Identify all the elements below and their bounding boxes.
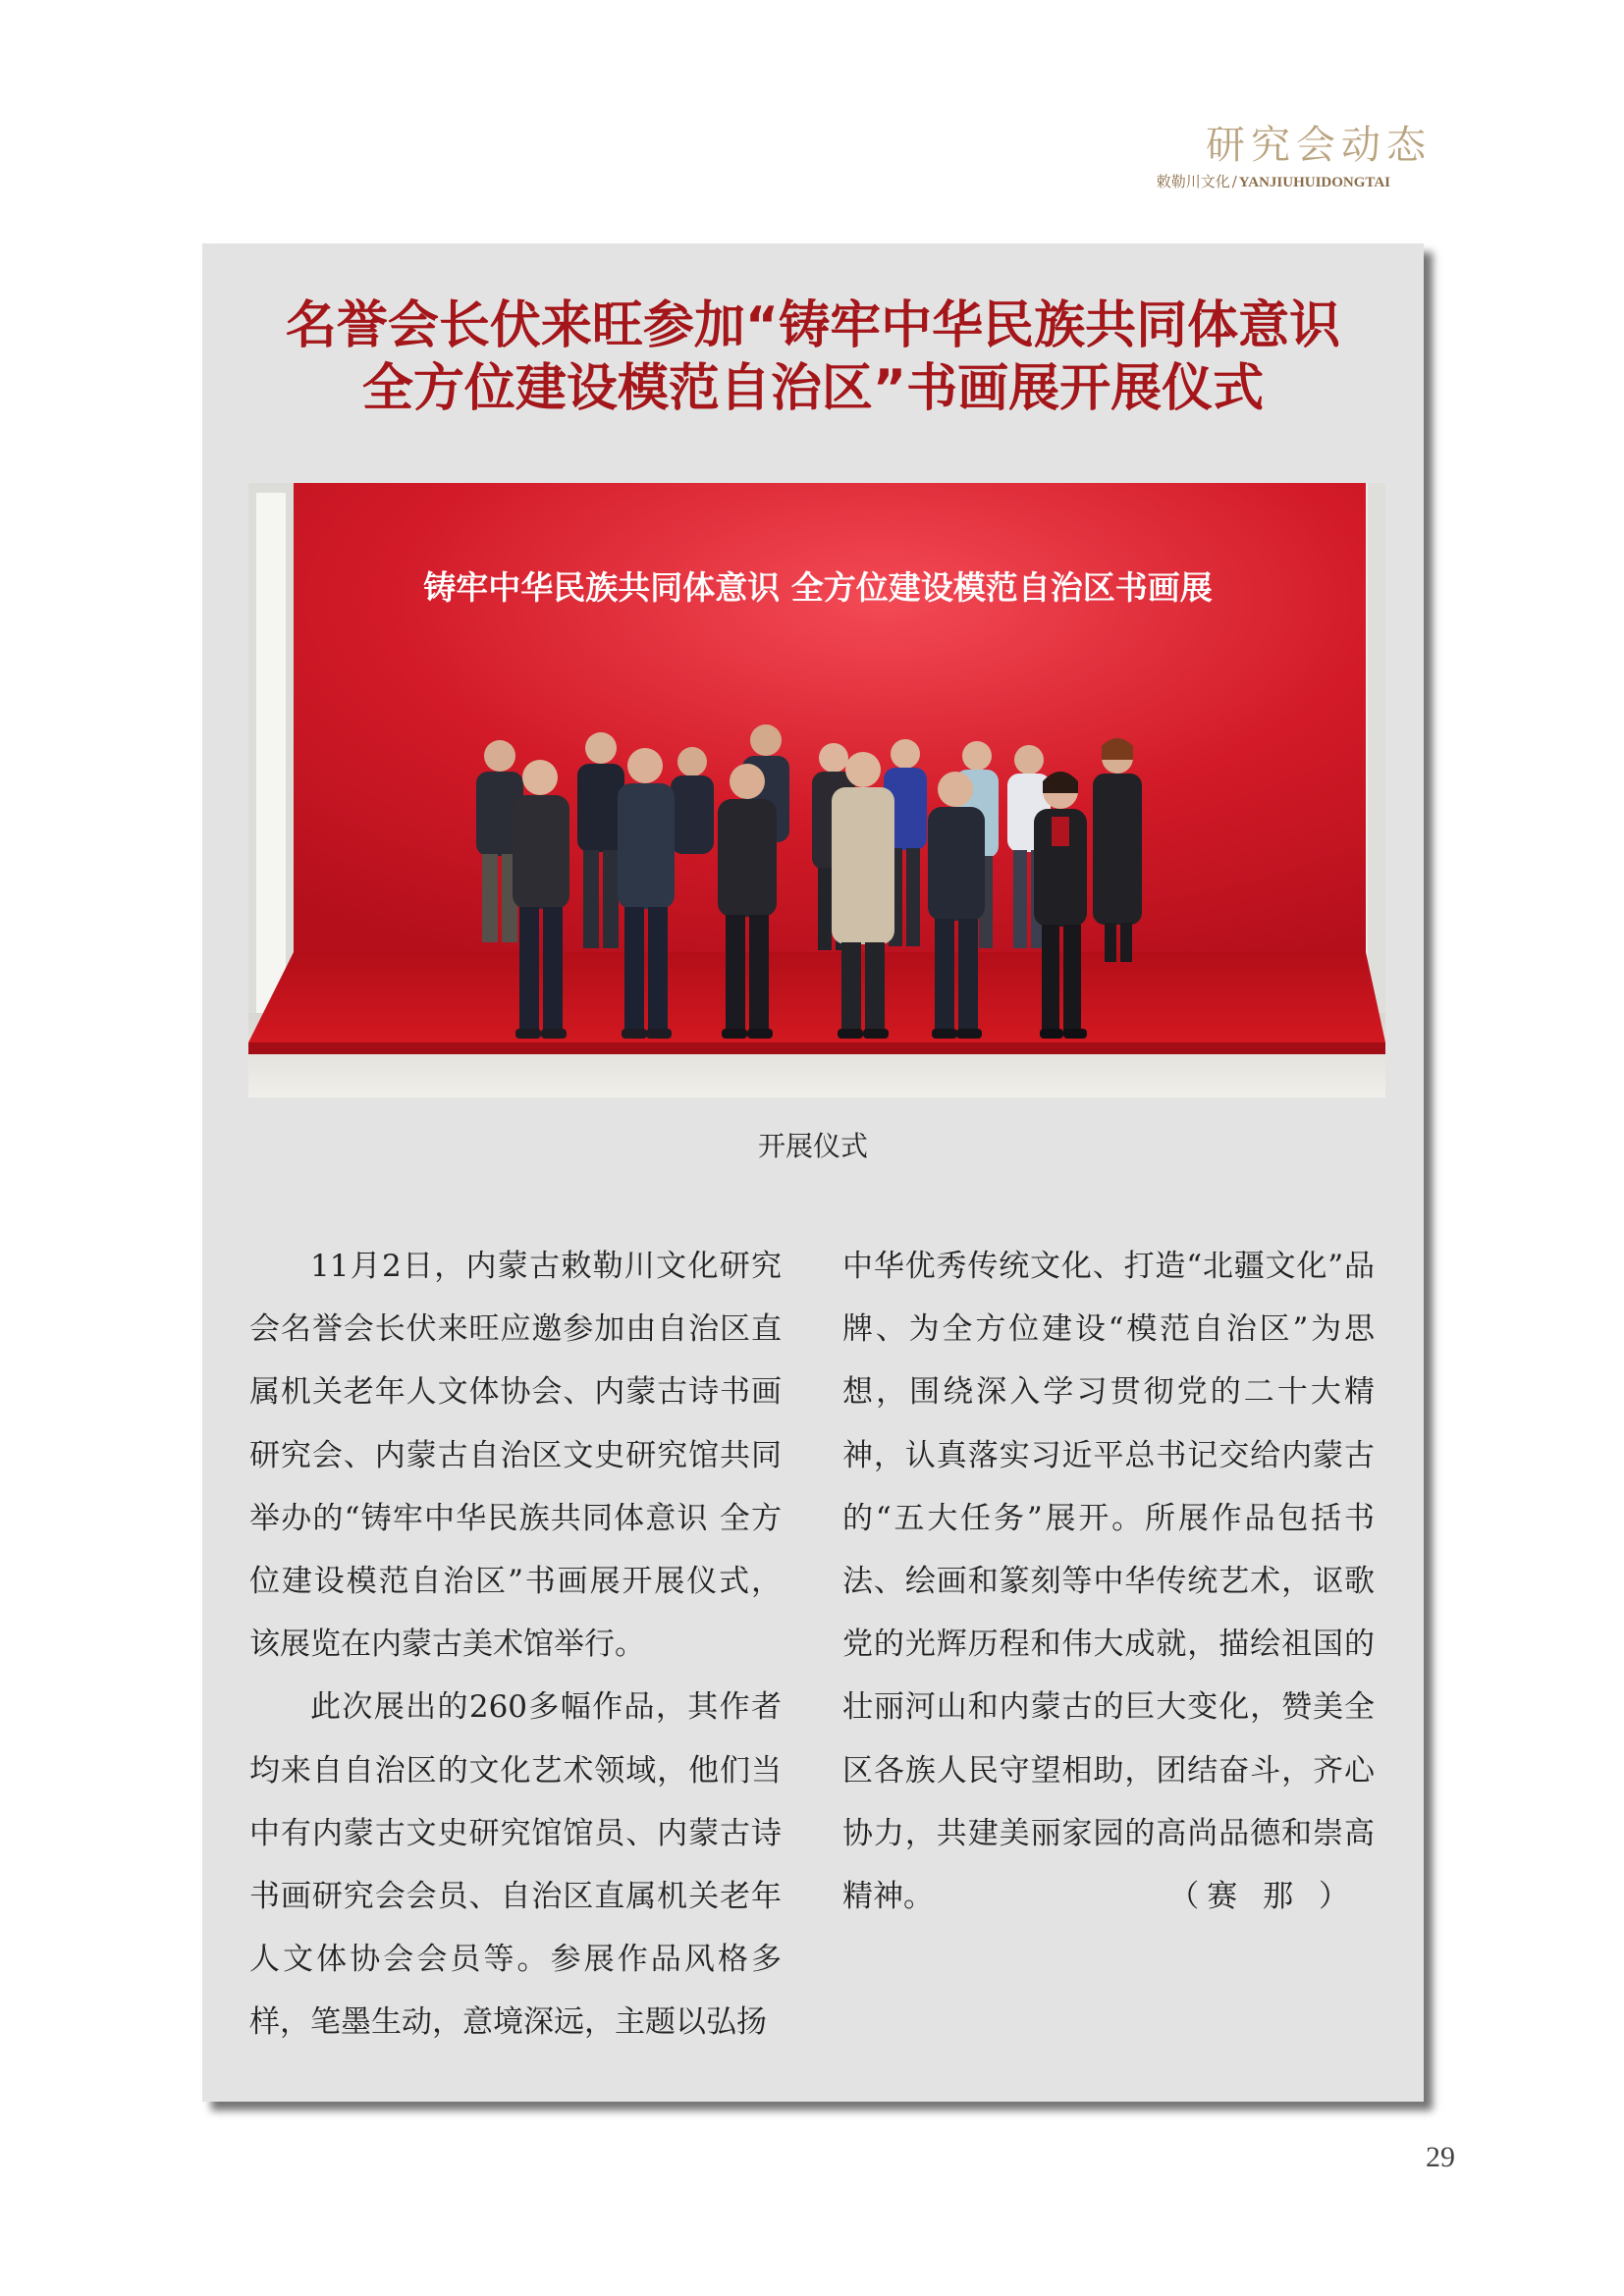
banner-slogan: 铸牢中华民族共同体意识 全方位建设模范自治区书画展 <box>423 568 1213 607</box>
article-paragraph-2: 此次展出的260多幅作品，其作者均来自自治区的文化艺术领域，他们当中有内蒙古文史研究馆馆员、内蒙古诗书画研究会会员、自治区直属机关老年人文体协会会员等。参展作品风格多样，笔墨生动，意境深远，主题以弘扬 <box>249 1689 782 2041</box>
event-photo <box>248 483 1385 1097</box>
article-panel <box>202 243 1424 2102</box>
article-column-right <box>842 1235 1375 1928</box>
article-title-line1: 名誉会长伏来旺参加“铸牢中华民族共同体意识 <box>285 296 1341 355</box>
article-column-left <box>249 1235 782 2055</box>
journal-name-cn: 敕勒川文化 <box>1156 173 1230 190</box>
journal-label <box>1157 171 1390 191</box>
header-slash: / <box>1231 173 1237 190</box>
page-number: 29 <box>1426 2141 1455 2173</box>
photo-caption: 开展仪式 <box>757 1130 868 1162</box>
journal-name-en: YANJIUHUIDONGTAI <box>1238 175 1390 190</box>
section-title: 研究会动态 <box>1206 123 1432 168</box>
article-paragraph-1: 11月2日，内蒙古敕勒川文化研究会名誉会长伏来旺应邀参加由自治区直属机关老年人文体协会、内蒙古诗书画研究会、内蒙古自治区文史研究馆共同举办的“铸牢中华民族共同体意识 全方位建设模范自治区”书画展开展仪式，该展览在内蒙古美术馆举行。 <box>249 1249 782 1663</box>
article-paragraph-2-continued: 中华优秀传统文化、打造“北疆文化”品牌、为全方位建设“模范自治区”为思想，围绕深入学习贯彻党的二十大精神，认真落实习近平总书记交给内蒙古的“五大任务”展开。所展作品包括书法、绘画和篆刻等中华传统艺术，讴歌党的光辉历程和伟大成就，描绘祖国的壮丽河山和内蒙古的巨大变化，赞美全区各族人民守望相助，团结奋斗，齐心协力，共建美丽家园的高尚品德和崇高精神。 （赛 那 ） <box>842 1235 1375 1928</box>
article-author: （赛 那 ） <box>1168 1879 1357 1915</box>
article-title-line2: 全方位建设模范自治区”书画展开展仪式 <box>361 359 1265 418</box>
